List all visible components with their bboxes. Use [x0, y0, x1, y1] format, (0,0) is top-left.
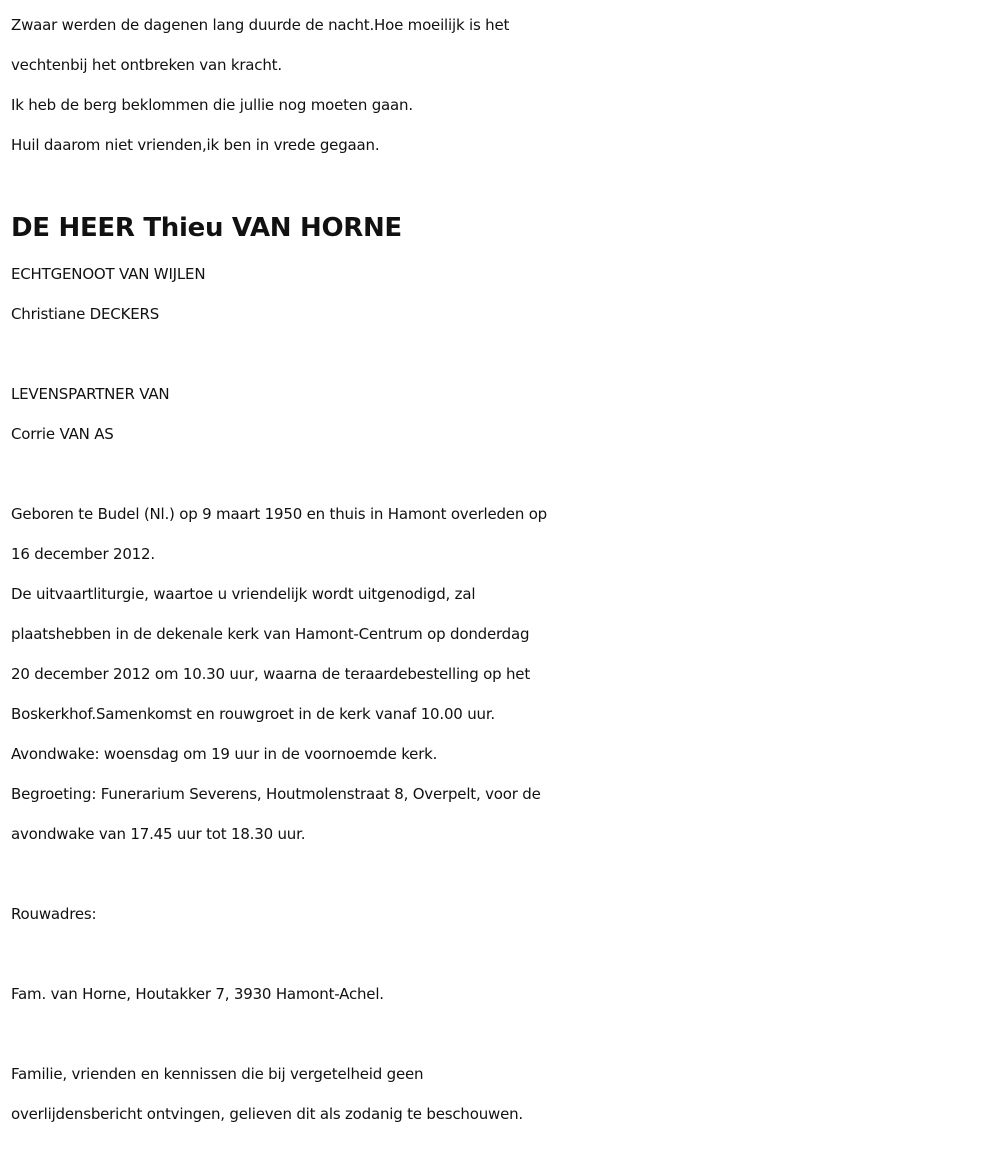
details-line: Geboren te Budel (Nl.) op 9 maart 1950 en thuis in Hamont overleden op: [11, 505, 547, 523]
details-line: Begroeting: Funerarium Severens, Houtmolenstraat 8, Overpelt, voor de: [11, 785, 541, 803]
spouse-label: ECHTGENOOT VAN WIJLEN: [11, 265, 206, 283]
funeral-details: [11, 494, 996, 854]
closing-note: [11, 1054, 996, 1134]
details-line: Boskerkhof.Samenkomst en rouwgroet in de kerk vanaf 10.00 uur.: [11, 705, 495, 723]
spouse-name: Christiane DECKERS: [11, 305, 160, 323]
details-line: Avondwake: woensdag om 19 uur in de voornoemde kerk.: [11, 745, 438, 763]
spacer: [11, 454, 996, 494]
mourning-address: Fam. van Horne, Houtakker 7, 3930 Hamont-Achel.: [11, 985, 384, 1003]
partner-name: Corrie VAN AS: [11, 425, 114, 443]
spacer: [11, 934, 996, 974]
spacer: [11, 854, 996, 894]
partner-label: LEVENSPARTNER VAN: [11, 385, 170, 403]
closing-line: overlijdensbericht ontvingen, gelieven dit als zodanig te beschouwen.: [11, 1105, 523, 1123]
details-line: De uitvaartliturgie, waartoe u vriendelijk wordt uitgenodigd, zal: [11, 585, 476, 603]
poem: [11, 0, 996, 165]
deceased-name: DE HEER Thieu VAN HORNE: [11, 213, 402, 243]
poem-line: Zwaar werden de dagenen lang duurde de nacht.Hoe moeilijk is het: [11, 16, 510, 34]
relations: [11, 254, 996, 454]
poem-line: Ik heb de berg beklommen die jullie nog moeten gaan.: [11, 96, 413, 114]
poem-line: vechtenbij het ontbreken van kracht.: [11, 56, 282, 74]
details-line: avondwake van 17.45 uur tot 18.30 uur.: [11, 825, 306, 843]
poem-line: Huil daarom niet vrienden,ik ben in vrede gegaan.: [11, 136, 380, 154]
details-line: plaatshebben in de dekenale kerk van Hamont-Centrum op donderdag: [11, 625, 530, 643]
closing-line: Familie, vrienden en kennissen die bij vergetelheid geen: [11, 1065, 424, 1083]
spacer: [11, 334, 996, 374]
spacer: [11, 1014, 996, 1054]
mourning-address-label: Rouwadres:: [11, 905, 97, 923]
obituary-notice: [11, 0, 996, 1134]
details-line: 20 december 2012 om 10.30 uur, waarna de teraardebestelling op het: [11, 665, 531, 683]
details-line: 16 december 2012.: [11, 545, 155, 563]
